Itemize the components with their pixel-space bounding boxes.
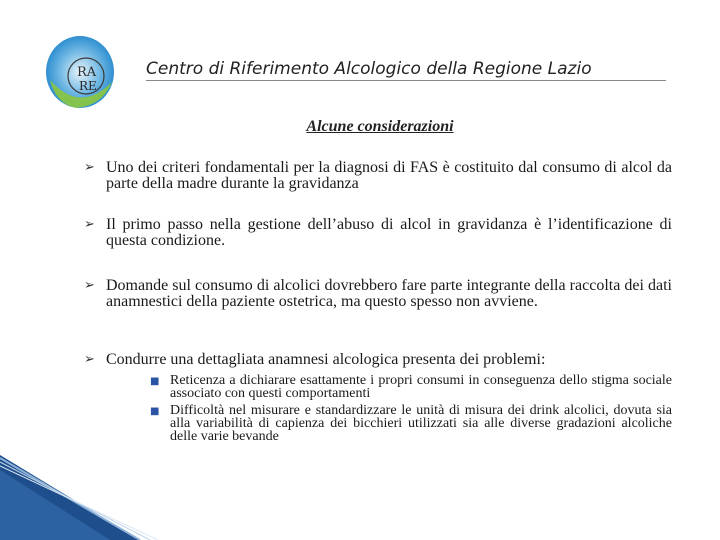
bullet-text: Il primo passo nella gestione dell’abuso di alcol in gravidanza è l’identificazione di questa condizione.: [106, 216, 672, 249]
sub-bullet-list: [150, 374, 672, 447]
square-bullet-icon: ■: [150, 406, 160, 417]
arrow-bullet-icon: ➢: [84, 278, 95, 293]
bullet-item: [84, 352, 672, 368]
bullet-item: [84, 278, 672, 310]
sub-bullet-item: [150, 374, 672, 400]
arrow-bullet-icon: ➢: [84, 352, 95, 367]
bullet-item: [84, 160, 672, 192]
logo-text-top: RA: [77, 65, 97, 80]
bullet-text: Condurre una dettagliata anamnesi alcologica presenta dei problemi:: [106, 351, 546, 368]
logo-text-bottom: RE: [79, 79, 97, 93]
bullet-text: Domande sul consumo di alcolici dovrebbero fare parte integrante della raccolta dei dati anamnestici della paziente ostetrica, ma questo spesso non avviene.: [106, 277, 672, 310]
sub-bullet-text: Difficoltà nel misurare e standardizzare le unità di misura dei drink alcolici, dovuta sia alla variabilità di capienza dei bicchieri utilizzati sia alle diverse gradazioni alcoliche delle varie bevande: [170, 403, 672, 444]
bullet-text: Uno dei criteri fondamentali per la diagnosi di FAS è costituito dal consumo di alcol da parte della madre durante la gravidanza: [106, 159, 672, 192]
bullet-item: [84, 217, 672, 249]
square-bullet-icon: ■: [150, 376, 160, 387]
sub-bullet-text: Reticenza a dichiarare esattamente i propri consumi in conseguenza dello stigma sociale associato con questi comportamenti: [170, 373, 672, 401]
sub-bullet-item: [150, 404, 672, 443]
arrow-bullet-icon: ➢: [84, 160, 95, 175]
regional-center-logo: [40, 32, 132, 112]
header-title: Centro di Riferimento Alcologico della Regione Lazio: [146, 58, 666, 81]
arrow-bullet-icon: ➢: [84, 217, 95, 232]
slide-title: Alcune considerazioni: [306, 118, 454, 135]
